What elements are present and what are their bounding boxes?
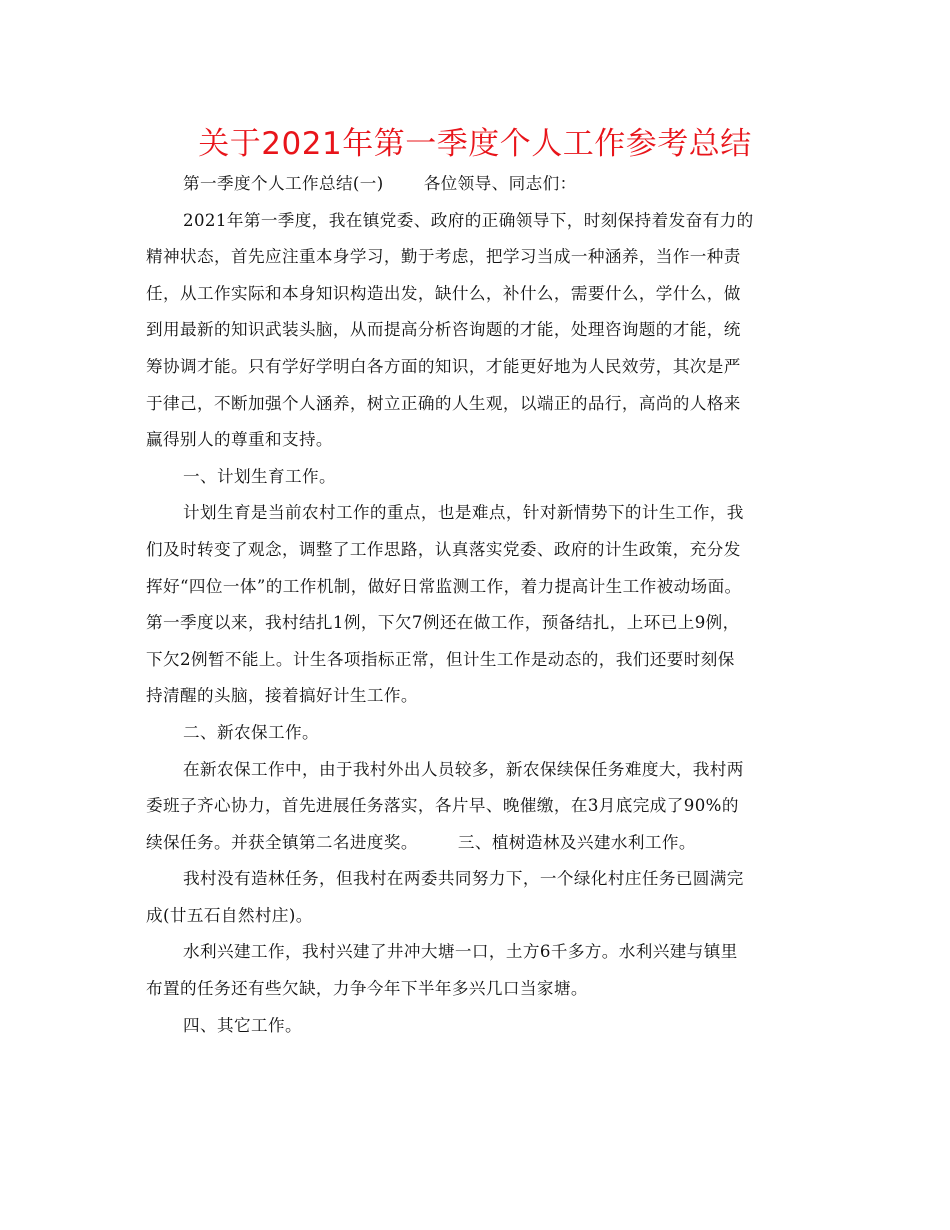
paragraph-line: 布置的任务还有些欠缺，力争今年下半年多兴几口当家塘。 — [146, 979, 588, 999]
paragraph-text: 续保任务。并获全镇第二名进度奖。 — [146, 832, 418, 852]
document-body — [146, 166, 810, 1044]
paragraph-line: 我村没有造林任务，但我村在两委共同努力下，一个绿化村庄任务已圆满完 — [183, 869, 744, 889]
intro-line — [146, 166, 810, 203]
section-heading: 四、其它工作。 — [183, 1015, 302, 1035]
paragraph-line: 计划生育是当前农村工作的重点，也是难点，针对新情势下的计生工作，我 — [183, 503, 744, 523]
paragraph-line: 第一季度以来，我村结扎1例，下欠7例还在做工作，预备结扎，上环已上9例， — [146, 613, 740, 633]
intro-subtitle: 第一季度个人工作总结(一) — [183, 174, 384, 193]
paragraph-line: 成(廿五石自然村庄)。 — [146, 905, 313, 925]
paragraph-line: 筹协调才能。只有学好学明白各方面的知识，才能更好地为人民效劳，其次是严 — [146, 356, 741, 376]
paragraph-line: 水利兴建工作，我村兴建了井冲大塘一口，土方6千多方。水利兴建与镇里 — [183, 942, 738, 962]
paragraph-line: 任，从工作实际和本身知识构造出发，缺什么，补什么，需要什么，学什么，做 — [146, 283, 741, 303]
paragraph-line: 持清醒的头脑，接着搞好计生工作。 — [146, 686, 418, 706]
paragraph-line: 在新农保工作中，由于我村外出人员较多，新农保续保任务难度大，我村两 — [183, 759, 744, 779]
paragraph-line: 2021年第一季度，我在镇党委、政府的正确领导下，时刻保持着发奋有力的 — [183, 210, 754, 230]
salutation: 各位领导、同志们： — [423, 174, 577, 193]
section-heading: 二、新农保工作。 — [183, 722, 319, 742]
paragraph-line: 于律己，不断加强个人涵养，树立正确的人生观，以端正的品行，高尚的人格来 — [146, 393, 741, 413]
paragraph-line: 精神状态，首先应注重本身学习，勤于考虑，把学习当成一种涵养，当作一种责 — [146, 247, 741, 267]
paragraph-line: 委班子齐心协力，首先进展任务落实，各片早、晚催缴，在3月底完成了90%的 — [146, 796, 739, 816]
paragraph-line: 赢得别人的尊重和支持。 — [146, 430, 333, 450]
paragraph-line: 下欠2例暂不能上。计生各项指标正常，但计生工作是动态的，我们还要时刻保 — [146, 649, 735, 669]
section-heading: 一、计划生育工作。 — [183, 466, 336, 486]
paragraph-line: 们及时转变了观念，调整了工作思路，认真落实党委、政府的计生政策，充分发 — [146, 539, 741, 559]
section-heading: 三、植树造林及兴建水利工作。 — [457, 832, 696, 852]
paragraph-line: 挥好“四位一体”的工作机制，做好日常监测工作，着力提高计生工作被动场面。 — [146, 576, 742, 596]
document-title: 关于2021年第一季度个人工作参考总结 — [198, 126, 752, 162]
paragraph-line: 到用最新的知识武装头脑，从而提高分析咨询题的才能，处理咨询题的才能，统 — [146, 320, 741, 340]
paragraph-line — [146, 825, 810, 862]
